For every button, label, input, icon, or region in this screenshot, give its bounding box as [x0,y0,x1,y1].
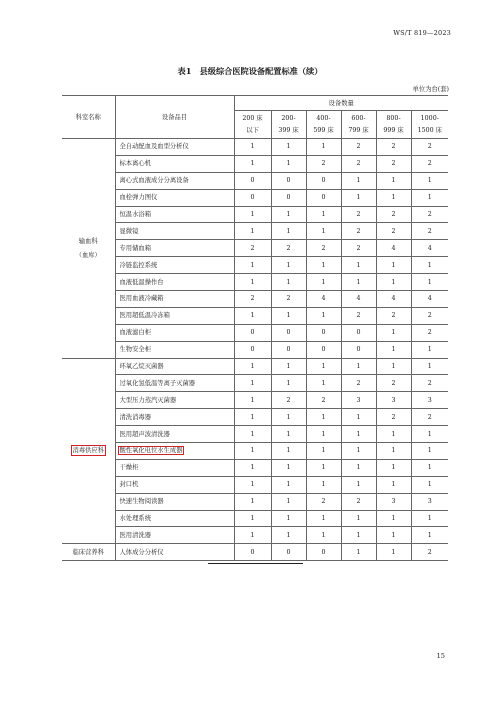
quantity-cell: 1 [376,257,411,274]
quantity-cell: 1 [376,476,411,493]
header-bed-range [234,111,271,139]
quantity-cell: 2 [341,206,376,223]
equipment-item-cell [115,392,234,409]
quantity-cell: 1 [306,139,341,156]
table-row [62,307,448,324]
page-number: 15 [436,652,445,660]
header-quantity-group: 设备数量 [234,96,448,111]
quantity-cell: 1 [306,459,341,476]
equipment-item-cell [115,155,234,172]
quantity-cell: 2 [411,409,448,426]
table-body [62,139,448,561]
equipment-item-cell [115,223,234,240]
quantity-cell: 1 [271,476,306,493]
equipment-item-cell [115,274,234,291]
quantity-cell: 1 [306,375,341,392]
quantity-cell: 1 [341,172,376,189]
equipment-item-name: 离心式血液成分分离设备 [119,177,189,185]
equipment-item-name: 医用超声波清洗器 [119,430,170,438]
quantity-cell: 1 [234,358,271,375]
quantity-cell: 1 [376,324,411,341]
quantity-cell: 1 [271,527,306,544]
quantity-cell: 1 [376,544,411,561]
table-row [62,358,448,375]
table-title: 表1 县级综合医院设备配置标准（续） [177,66,323,76]
quantity-cell: 1 [234,139,271,156]
quantity-cell: 2 [376,375,411,392]
department-name [71,445,106,456]
quantity-cell: 1 [306,223,341,240]
quantity-cell: 1 [411,527,448,544]
quantity-cell: 0 [234,544,271,561]
equipment-item-cell [115,493,234,510]
quantity-cell: 2 [411,139,448,156]
equipment-item-name: 干燥柜 [119,464,139,472]
header-bed-range-line: 600- [351,115,366,122]
equipment-item-cell [115,206,234,223]
quantity-cell: 0 [271,544,306,561]
equipment-item-name: 过氧化氢低温等离子灭菌器 [119,379,196,387]
table-row [62,257,448,274]
quantity-cell: 2 [341,240,376,257]
header-bed-range [271,111,306,139]
quantity-cell: 1 [271,257,306,274]
quantity-cell: 4 [306,291,341,308]
quantity-cell: 0 [234,341,271,358]
quantity-cell: 1 [306,409,341,426]
quantity-cell: 2 [306,155,341,172]
quantity-cell: 1 [411,257,448,274]
header-item: 设备品目 [115,96,234,139]
equipment-item-name: 医用血液冷藏箱 [119,295,164,303]
quantity-cell: 1 [411,443,448,460]
quantity-cell: 4 [376,291,411,308]
quantity-cell: 2 [341,223,376,240]
equipment-item-cell [115,510,234,527]
quantity-cell: 1 [271,443,306,460]
quantity-cell: 0 [271,172,306,189]
department-name [71,547,106,558]
quantity-cell: 1 [271,510,306,527]
equipment-item-name: 恒温水浴箱 [119,211,151,218]
quantity-cell: 1 [271,358,306,375]
equipment-item-name: 专用储血箱 [119,244,151,252]
quantity-cell: 1 [306,206,341,223]
quantity-cell: 0 [271,324,306,341]
table-row [62,459,448,476]
equipment-item-cell [115,358,234,375]
quantity-cell: 4 [341,291,376,308]
quantity-cell: 2 [376,307,411,324]
quantity-cell: 3 [376,493,411,510]
table-row [62,409,448,426]
table-row [62,443,448,460]
equipment-item-cell [115,459,234,476]
equipment-item-name: 人体成分分析仪 [119,548,164,556]
quantity-cell: 3 [411,392,448,409]
quantity-cell: 1 [234,493,271,510]
quantity-cell: 1 [271,223,306,240]
table-row [62,274,448,291]
quantity-cell: 1 [271,375,306,392]
equipment-item-cell [115,172,234,189]
table-row [62,375,448,392]
header-dept: 科室名称 [62,96,115,139]
quantity-cell: 3 [341,392,376,409]
quantity-cell: 1 [411,341,448,358]
quantity-cell: 2 [411,206,448,223]
quantity-cell: 1 [376,426,411,443]
equipment-item-cell [115,544,234,561]
quantity-cell: 2 [376,139,411,156]
quantity-cell: 2 [306,392,341,409]
quantity-cell: 4 [411,291,448,308]
quantity-cell: 1 [234,206,271,223]
quantity-cell: 1 [411,426,448,443]
table-row [62,341,448,358]
quantity-cell: 1 [271,206,306,223]
equipment-item-name: 清洗消毒器 [119,413,151,421]
quantity-cell: 2 [341,307,376,324]
department-cell [62,544,115,561]
quantity-cell: 1 [306,274,341,291]
equipment-item-name: 生物安全柜 [119,346,151,354]
header-bed-range-line: 200- [281,115,296,122]
equipment-item-name: 封口机 [119,481,139,489]
quantity-cell: 1 [341,426,376,443]
quantity-cell: 1 [271,409,306,426]
header-row-group [62,96,448,111]
equipment-table [62,95,448,561]
quantity-cell: 1 [411,189,448,206]
table-row [62,324,448,341]
table-row [62,510,448,527]
quantity-cell: 2 [271,240,306,257]
department-name-line: 临床营养科 [72,548,104,556]
quantity-cell: 2 [376,155,411,172]
quantity-cell: 1 [306,510,341,527]
quantity-cell: 2 [341,155,376,172]
table-row [62,139,448,156]
quantity-cell: 1 [271,307,306,324]
quantity-cell: 0 [306,341,341,358]
equipment-item-name: 血液低温操作台 [119,278,164,286]
equipment-item-name: 血液滤白柜 [119,329,151,337]
quantity-cell: 2 [411,307,448,324]
quantity-cell: 4 [411,240,448,257]
quantity-cell: 2 [234,240,271,257]
quantity-cell: 1 [271,274,306,291]
header-bed-range-line: 799 床 [348,127,369,134]
quantity-cell: 1 [234,375,271,392]
quantity-cell: 1 [376,172,411,189]
quantity-cell: 2 [271,392,306,409]
equipment-item-cell [115,240,234,257]
quantity-cell: 0 [234,324,271,341]
equipment-item-name: 快速生物阅读器 [119,498,164,506]
quantity-cell: 1 [411,476,448,493]
header-bed-range [376,111,411,139]
table-row [62,291,448,308]
quantity-cell: 1 [306,257,341,274]
quantity-cell: 0 [271,189,306,206]
quantity-cell: 1 [234,443,271,460]
header-bed-range-line: 200 床 [242,115,263,122]
equipment-item-cell [115,409,234,426]
standard-code: WS/T 819—2023 [393,29,451,37]
equipment-item-cell [115,257,234,274]
equipment-item-cell [115,476,234,493]
quantity-cell: 0 [234,189,271,206]
quantity-cell: 1 [411,510,448,527]
quantity-cell: 1 [411,172,448,189]
quantity-cell: 2 [234,291,271,308]
quantity-cell: 0 [271,341,306,358]
quantity-cell: 1 [234,155,271,172]
quantity-cell: 1 [341,510,376,527]
header-bed-range-line: 以下 [246,127,259,134]
quantity-cell: 1 [234,476,271,493]
quantity-cell: 1 [341,257,376,274]
quantity-cell: 1 [341,189,376,206]
table-row [62,544,448,561]
quantity-cell: 1 [341,443,376,460]
quantity-cell: 2 [376,223,411,240]
table-row [62,189,448,206]
quantity-cell: 1 [271,493,306,510]
quantity-cell: 1 [341,476,376,493]
equipment-item-cell [115,291,234,308]
quantity-cell: 2 [341,375,376,392]
equipment-item-name: 环氧乙烷灭菌器 [119,363,164,371]
quantity-cell: 1 [411,274,448,291]
quantity-cell: 1 [376,358,411,375]
department-cell [62,139,115,359]
quantity-cell: 1 [306,476,341,493]
quantity-cell: 0 [341,341,376,358]
quantity-cell: 1 [341,409,376,426]
equipment-item-cell [115,426,234,443]
header-bed-range-line: 599 床 [313,127,334,134]
header-bed-range [341,111,376,139]
quantity-cell: 1 [234,426,271,443]
quantity-cell: 1 [376,527,411,544]
quantity-cell: 1 [341,274,376,291]
equipment-item-cell [115,443,234,460]
table-row [62,223,448,240]
header-bed-range [411,111,448,139]
quantity-cell: 2 [376,409,411,426]
quantity-cell: 1 [411,358,448,375]
quantity-cell: 2 [341,139,376,156]
quantity-cell: 1 [271,139,306,156]
quantity-cell: 1 [341,358,376,375]
header-bed-range-line: 1000- [420,115,439,122]
quantity-cell: 1 [234,409,271,426]
equipment-item-name: 冷链监控系统 [119,261,158,269]
quantity-cell: 2 [411,155,448,172]
table-row [62,172,448,189]
equipment-item-name: 医用清洗器 [119,531,151,539]
quantity-cell: 1 [376,341,411,358]
equipment-item-cell [115,527,234,544]
header-bed-range-line: 400- [316,115,331,122]
quantity-cell: 0 [306,189,341,206]
equipment-item-name: 大型压力蒸汽灭菌器 [119,396,177,404]
quantity-cell: 0 [234,172,271,189]
quantity-cell: 1 [376,274,411,291]
quantity-cell: 1 [376,189,411,206]
quantity-cell: 1 [306,527,341,544]
quantity-cell: 1 [341,544,376,561]
equipment-item-cell [115,307,234,324]
quantity-cell: 1 [341,527,376,544]
quantity-cell: 0 [306,544,341,561]
department-name-line: 消毒供应科 [72,447,104,455]
equipment-item-name: 血栓弹力图仪 [119,194,158,202]
table-row [62,527,448,544]
quantity-cell: 2 [306,240,341,257]
table-row [62,206,448,223]
quantity-cell: 1 [234,223,271,240]
equipment-item-cell [115,139,234,156]
quantity-cell: 1 [271,426,306,443]
department-name-line: （血库） [75,251,101,259]
header-bed-range-line: 800- [386,115,401,122]
quantity-cell: 1 [306,307,341,324]
equipment-item-cell [115,341,234,358]
quantity-cell: 2 [411,375,448,392]
quantity-cell: 1 [271,459,306,476]
header-bed-range-line: 999 床 [383,127,404,134]
table-row [62,476,448,493]
quantity-cell: 2 [306,493,341,510]
quantity-cell: 2 [411,324,448,341]
quantity-cell: 0 [341,324,376,341]
department-name [74,236,103,261]
header-bed-range-line: 399 床 [278,127,299,134]
table-row [62,493,448,510]
quantity-cell: 1 [271,155,306,172]
unit-label: 单位为台(套) [412,86,449,93]
equipment-item-name: 全自动配血及血型分析仪 [119,143,189,151]
quantity-cell: 1 [234,459,271,476]
table-row [62,155,448,172]
table-row [62,240,448,257]
quantity-cell: 3 [411,493,448,510]
quantity-cell: 3 [376,392,411,409]
quantity-cell: 1 [411,459,448,476]
quantity-cell: 1 [234,257,271,274]
quantity-cell: 2 [411,223,448,240]
header-bed-range-line: 1500 床 [417,127,442,134]
quantity-cell: 2 [271,291,306,308]
quantity-cell: 1 [234,392,271,409]
quantity-cell: 1 [376,443,411,460]
quantity-cell: 2 [341,493,376,510]
equipment-item-name: 显微镜 [119,227,139,235]
equipment-item-name: 标本离心机 [119,160,151,168]
quantity-cell: 1 [341,459,376,476]
equipment-item-cell [115,375,234,392]
equipment-item-cell [115,324,234,341]
department-cell [62,358,115,544]
equipment-item-name: 医用超低温冷冻箱 [119,312,170,320]
table-row [62,426,448,443]
quantity-cell: 1 [376,459,411,476]
quantity-cell: 1 [306,358,341,375]
equipment-item-name: 水处理系统 [119,515,151,523]
quantity-cell: 1 [234,527,271,544]
footer-rule [208,563,303,564]
department-name-line: 输血科 [78,237,98,245]
quantity-cell: 1 [234,274,271,291]
quantity-cell: 1 [234,510,271,527]
equipment-item-cell [115,189,234,206]
equipment-item-name: 酸性氧化电位水生成器 [119,447,183,455]
quantity-cell: 2 [411,544,448,561]
quantity-cell: 1 [376,510,411,527]
quantity-cell: 2 [376,206,411,223]
header-bed-range [306,111,341,139]
table-row [62,392,448,409]
quantity-cell: 0 [306,172,341,189]
quantity-cell: 4 [376,240,411,257]
quantity-cell: 1 [234,307,271,324]
quantity-cell: 1 [306,443,341,460]
quantity-cell: 0 [306,324,341,341]
quantity-cell: 1 [306,426,341,443]
